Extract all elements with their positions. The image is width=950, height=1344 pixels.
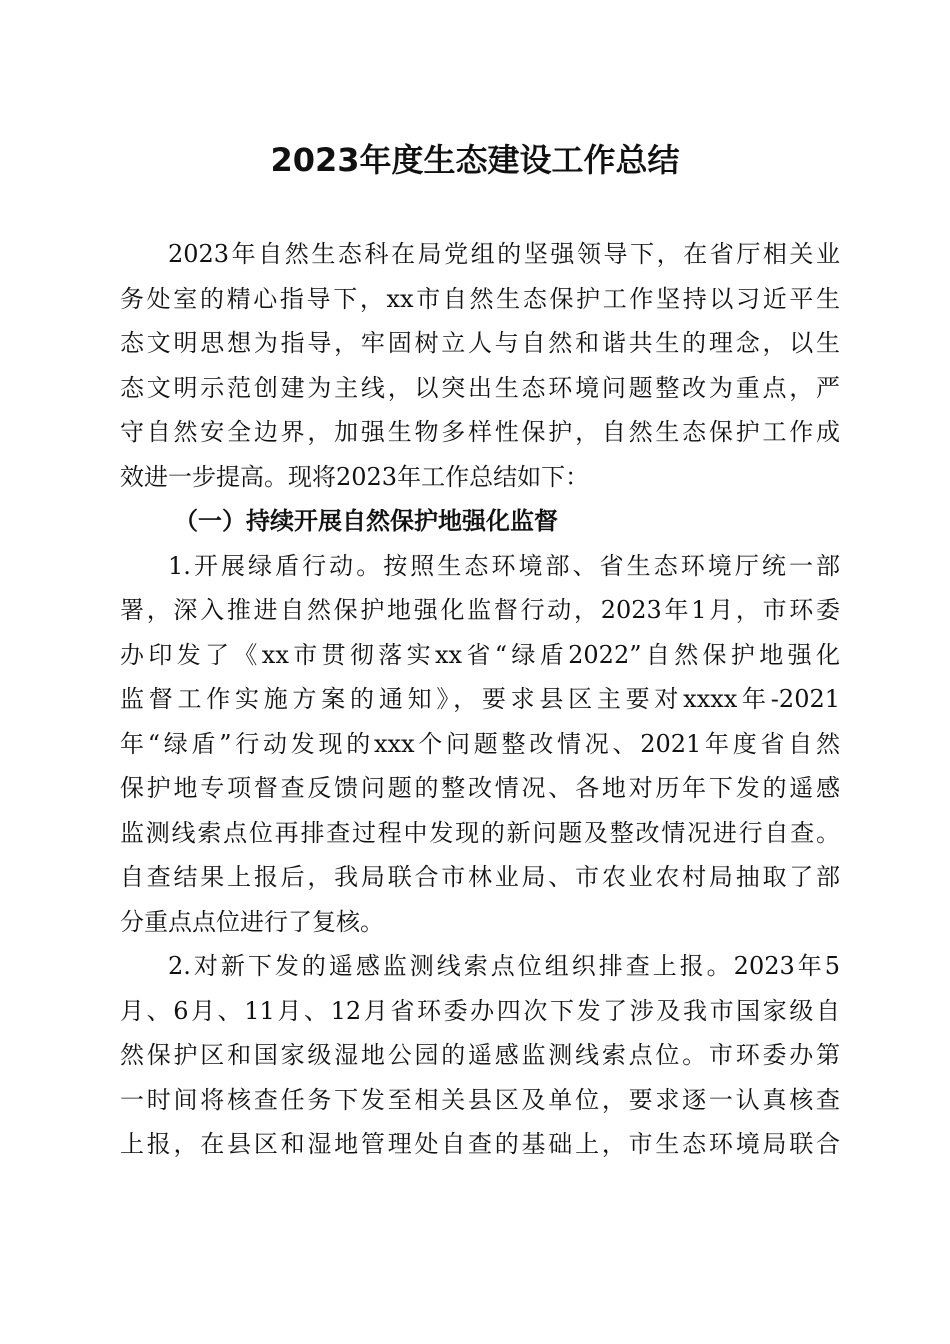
paragraph-line: 态文明示范创建为主线，以突出生态环境问题整改为重点，严 — [120, 373, 840, 402]
section-heading: （一）持续开展自然保护地强化监督 — [174, 507, 558, 535]
paragraph-line: 保护地专项督查反馈问题的整改情况、各地对历年下发的遥感 — [120, 774, 840, 802]
paragraph-line: 办印发了《xx市贯彻落实xx省“绿盾2022”自然保护地强化 — [120, 640, 840, 669]
paragraph-line: 效进一步提高。现将2023年工作总结如下： — [120, 462, 590, 491]
paragraph-line: 监测线索点位再排查过程中发现的新问题及整改情况进行自查。 — [120, 818, 840, 847]
paragraph-line: 1.开展绿盾行动。按照生态环境部、省生态环境厅统一部 — [168, 551, 840, 580]
paragraph-line: 署，深入推进自然保护地强化监督行动，2023年1月，市环委 — [120, 596, 840, 624]
paragraph-line: 然保护区和国家级湿地公园的遥感监测线索点位。市环委办第 — [120, 1041, 840, 1069]
paragraph-line: 自查结果上报后，我局联合市林业局、市农业农村局抽取了部 — [120, 863, 840, 891]
paragraph-line: 分重点点位进行了复核。 — [120, 907, 384, 936]
paragraph-line: 2.对新下发的遥感监测线索点位组织排查上报。2023年5 — [168, 952, 840, 980]
paragraph-line: 务处室的精心指导下，xx市自然生态保护工作坚持以习近平生 — [120, 284, 840, 313]
paragraph-line: 守自然安全边界，加强生物多样性保护，自然生态保护工作成 — [120, 418, 840, 446]
paragraph-line: 一时间将核查任务下发至相关县区及单位，要求逐一认真核查 — [120, 1085, 840, 1114]
paragraph-line: 态文明思想为指导，牢固树立人与自然和谐共生的理念，以生 — [120, 329, 840, 357]
paragraph-line: 月、6月、11月、12月省环委办四次下发了涉及我市国家级自 — [120, 996, 840, 1025]
paragraph-line: 监督工作实施方案的通知》，要求县区主要对xxxx年-2021 — [120, 685, 840, 713]
document-body — [120, 232, 840, 1167]
paragraph-line: 年“绿盾”行动发现的xxx个问题整改情况、2021年度省自然 — [120, 729, 840, 758]
paragraph-line: 2023年自然生态科在局党组的坚强领导下，在省厅相关业 — [168, 240, 840, 268]
document-title: 2023年度生态建设工作总结 — [270, 141, 680, 179]
paragraph-line: 上报，在县区和湿地管理处自查的基础上，市生态环境局联合 — [120, 1130, 840, 1158]
